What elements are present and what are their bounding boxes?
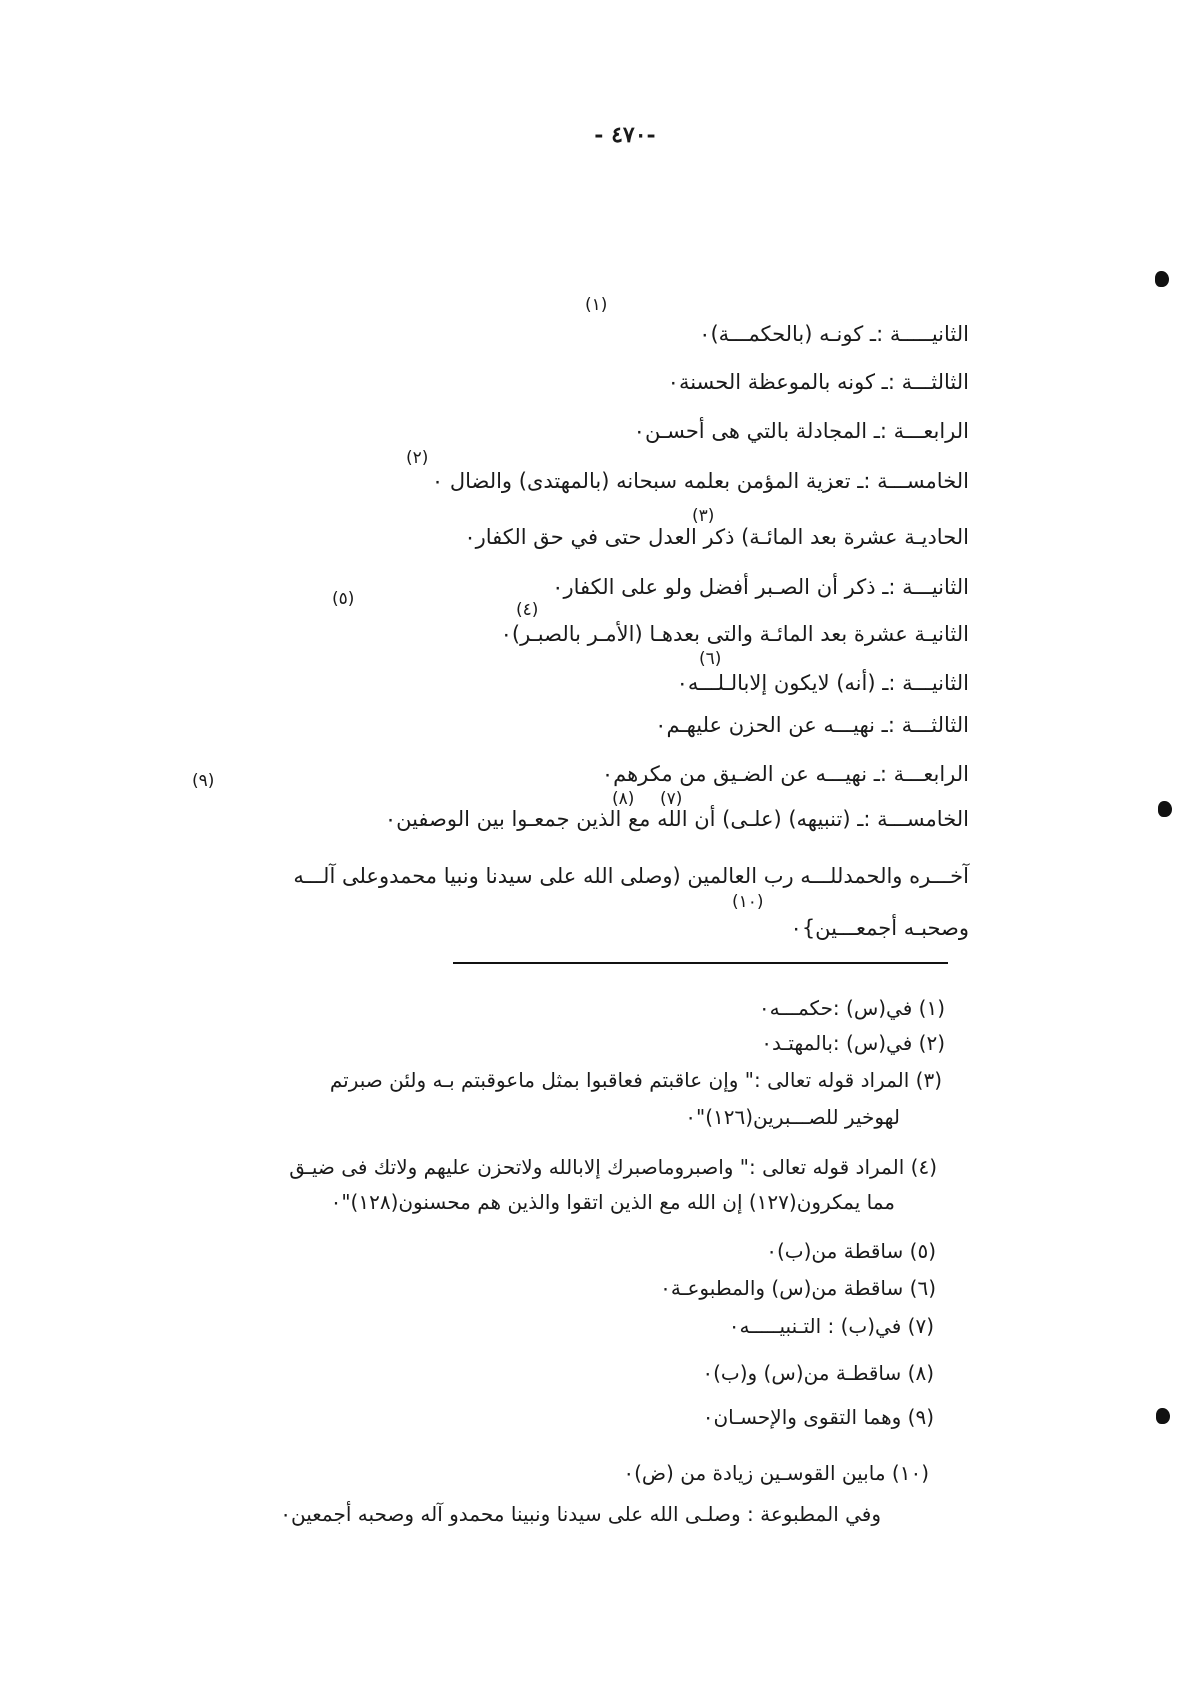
main-line: الثالثـــة :ـ نهيـــه عن الحزن عليهـم٠ bbox=[655, 713, 969, 737]
main-line: الرابعـــة :ـ المجادلة بالتي هى أحسـن٠ bbox=[633, 419, 969, 443]
footnote: (٨) ساقطـة من(س) و(ب)٠ bbox=[702, 1361, 934, 1385]
footnote-separator bbox=[453, 962, 948, 964]
footnote: (٩) وهما التقوى والإحسـان٠ bbox=[702, 1405, 934, 1429]
footnote-ref: (٦) bbox=[699, 649, 722, 669]
main-line: آخـــره والحمدللـــه رب العالمين (وصلى الله على سيدنا ونبيا محمدوعلى آلـــه bbox=[293, 864, 969, 888]
footnote: (١٠) مابين القوسـين زيادة من (ض)٠ bbox=[623, 1461, 929, 1485]
footnote-ref: (٧) bbox=[660, 789, 683, 809]
scan-blot bbox=[1158, 801, 1172, 817]
main-line: الثانيـــــة :ـ كونـه (بالحكمـــة)٠ bbox=[699, 322, 969, 346]
main-line: الحاديـة عشرة بعد المائـة) ذكر العدل حتى في حق الكفار٠ bbox=[464, 525, 969, 549]
main-line: وصحبـه أجمعـــين}٠ bbox=[790, 916, 969, 940]
footnote: (٤) المراد قوله تعالى :" واصبروماصبرك إلابالله ولاتحزن عليهم ولاتك فى ضيـق bbox=[289, 1155, 937, 1179]
main-line: الثانيـة عشرة بعد المائـة والتى بعدهـا (الأمـر بالصبـر)٠ bbox=[500, 622, 969, 646]
footnote-ref: (١) bbox=[585, 295, 608, 315]
main-line: الثانيـــة :ـ ذكر أن الصـبر أفضل ولو على الكفار٠ bbox=[552, 575, 969, 599]
main-line: الثالثـــة :ـ كونه بالموعظة الحسنة٠ bbox=[667, 370, 969, 394]
footnote-ref: (٥) bbox=[332, 589, 355, 609]
footnote: (٢) في(س) :بالمهتـد٠ bbox=[761, 1031, 945, 1055]
footnote-ref: (٨) bbox=[612, 789, 635, 809]
footnote-ref: (١٠) bbox=[732, 892, 764, 912]
footnote-ref: (٩) bbox=[192, 771, 215, 791]
main-line: الثانيـــة :ـ (أنه) لايكون إلابالـلـــه٠ bbox=[676, 671, 969, 695]
footnote-ref: (٣) bbox=[692, 506, 715, 526]
main-line: الرابعـــة :ـ نهيـــه عن الضـيق من مكرهم٠ bbox=[601, 762, 969, 786]
scan-blot bbox=[1156, 1408, 1170, 1424]
footnote: (١) في(س) :حكمـــه٠ bbox=[758, 996, 945, 1020]
footnote: (٥) ساقطة من(ب)٠ bbox=[766, 1239, 936, 1263]
footnote: (٧) في(ب) : التـنبيـــــه٠ bbox=[728, 1314, 934, 1338]
footnote: مما يمكرون(١٢٧) إن الله مع الذين اتقوا والذين هم محسنون(١٢٨)"٠ bbox=[330, 1190, 895, 1214]
footnote-ref: (٢) bbox=[406, 448, 429, 468]
footnote-ref: (٤) bbox=[516, 600, 539, 620]
footnote: (٣) المراد قوله تعالى :" وإن عاقبتم فعاقبوا بمثل ماعوقبتم بـه ولئن صبرتم bbox=[329, 1068, 942, 1092]
scan-blot bbox=[1155, 271, 1169, 287]
main-line: الخامســـة :ـ (تنبيهه) (علـى) أن الله مع الذين جمعـوا بين الوصفين٠ bbox=[384, 807, 969, 831]
page-number: -٤٧٠ - bbox=[594, 122, 656, 148]
footnote: لهوخير للصـــبرين(١٢٦)"٠ bbox=[685, 1105, 900, 1129]
footnote: وفي المطبوعة : وصلـى الله على سيدنا ونبينا محمدو آله وصحبه أجمعين٠ bbox=[280, 1502, 881, 1526]
main-line: الخامســـة :ـ تعزية المؤمن بعلمه سبحانه (بالمهتدى) والضال ٠ bbox=[431, 469, 969, 493]
footnote: (٦) ساقطة من(س) والمطبوعـة٠ bbox=[660, 1276, 936, 1300]
